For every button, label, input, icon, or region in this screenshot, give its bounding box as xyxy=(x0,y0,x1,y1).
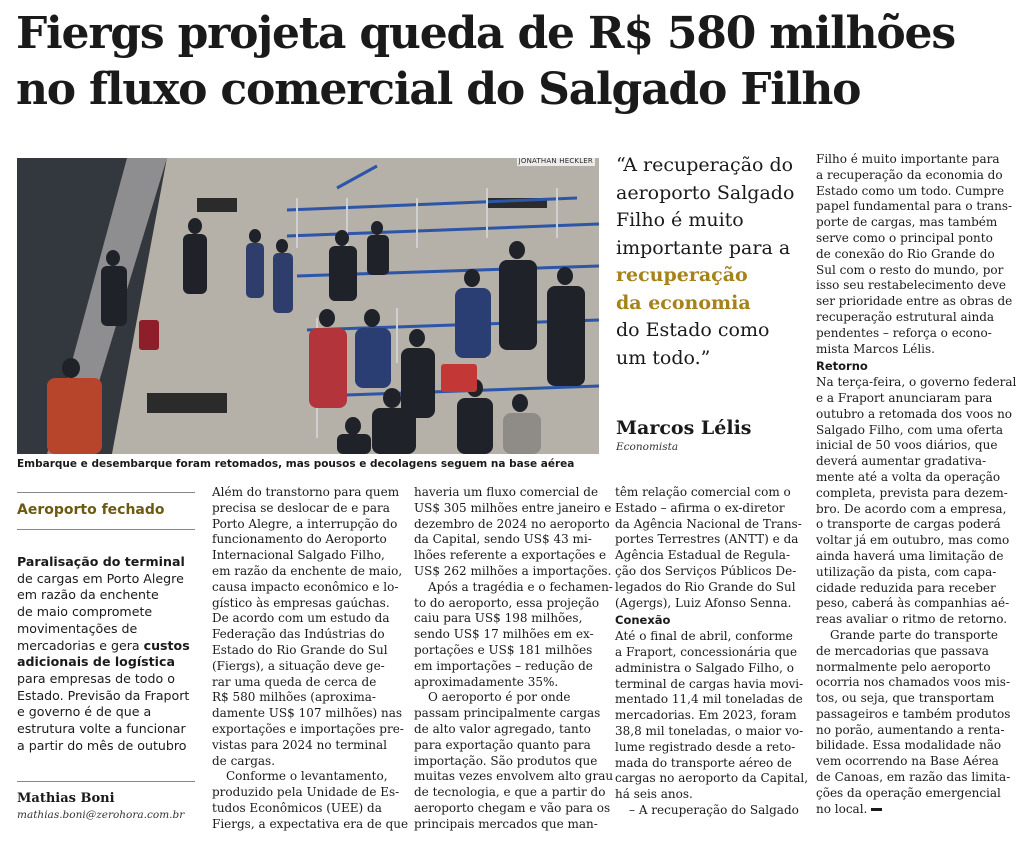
article-line: Na terça-feira, o governo federal xyxy=(816,375,1017,390)
article-line: mista Marcos Lélis. xyxy=(816,341,935,356)
photo-credit: JONATHAN HECKLER xyxy=(518,158,593,165)
article-line: completa, prevista para dezem- xyxy=(816,485,1008,500)
article-line: Além do transtorno para quem xyxy=(212,485,400,499)
quote-line: aeroporto Salgado xyxy=(616,181,795,204)
article-line: outubro a retomada dos voos no xyxy=(816,406,1013,421)
article-line: da Capital, sendo US$ 43 mi- xyxy=(414,532,592,547)
article-line: (Agergs), Luiz Afonso Senna. xyxy=(615,595,792,610)
article-line: – A recuperação do Salgado xyxy=(629,802,799,817)
subheading: Retorno xyxy=(816,359,868,374)
article-line: R$ 580 milhões (aproxima- xyxy=(212,690,376,705)
article-line: utilização da pista, com capa- xyxy=(816,564,997,579)
article-line: recuperação estrutural ainda xyxy=(816,309,995,324)
sidebar-line: e governo é de que a xyxy=(17,704,152,720)
article-line: muitas vezes envolvem alto grau xyxy=(414,769,614,784)
sidebar-divider xyxy=(17,781,195,782)
quote-author-role: Economista xyxy=(616,441,679,453)
article-line: Sul com o resto do mundo, por xyxy=(816,262,1004,277)
article-line: De acordo com um estudo da xyxy=(212,611,390,626)
article-line: normalmente pelo aeroporto xyxy=(816,659,991,674)
article-line: vistas para 2024 no terminal xyxy=(212,737,387,752)
article-line: a recuperação da economia do xyxy=(816,167,1003,182)
sidebar-bold: custos xyxy=(143,637,190,653)
sidebar-line: mercadorias e gera xyxy=(17,637,144,653)
article-line: vem ocorrendo na Base Aérea xyxy=(816,754,999,769)
article-line: ção dos Serviços Públicos De- xyxy=(615,563,797,578)
article-line: dezembro de 2024 no aeroporto xyxy=(414,516,610,531)
article-line: inicial de 50 voos diários, que xyxy=(816,438,998,453)
headline xyxy=(16,6,1006,118)
article-line: cidade reduzida para receber xyxy=(816,580,996,595)
quote-line: do Estado como xyxy=(616,319,770,341)
subheading: Conexão xyxy=(615,613,671,628)
article-line: administra o Salgado Filho, o xyxy=(615,660,794,675)
sidebar-summary xyxy=(17,554,202,754)
sidebar-line: a partir do mês de outubro xyxy=(17,737,187,753)
article-line: principais mercados que man- xyxy=(414,816,598,831)
article-line: lume registrado desde a reto- xyxy=(615,739,796,754)
article-line: de tecnologia, e que a partir do xyxy=(414,785,606,800)
article-line: no porão, aumentando a renta- xyxy=(816,722,1005,737)
article-line: sendo US$ 17 milhões em ex- xyxy=(414,627,594,642)
article-line: caiu para US$ 198 milhões, xyxy=(414,611,583,626)
article-line: Salgado Filho, com uma oferta xyxy=(816,422,1004,437)
quote-line: importante para a xyxy=(616,236,791,259)
article-column-2 xyxy=(414,485,614,833)
article-line: bilidade. Essa modalidade não xyxy=(816,738,1002,753)
article-line: Após a tragédia e o fechamen- xyxy=(428,579,613,594)
author-email: mathias.boni@zerohora.com.br xyxy=(17,809,185,821)
quote-highlight: da economia xyxy=(616,291,751,314)
article-line: Estado como um todo. Cumpre xyxy=(816,183,1005,198)
article-line: ocorria nos chamados voos mis- xyxy=(816,675,1011,690)
article-line: para exportação quanto para xyxy=(414,737,591,752)
sidebar-line: de cargas em Porto Alegre xyxy=(17,570,184,586)
article-line: no local. xyxy=(816,802,1002,818)
article-line: bro. De acordo com a empresa, xyxy=(816,501,1007,516)
article-line: em razão da enchente de maio, xyxy=(212,563,403,578)
article-line: Porto Alegre, a interrupção do xyxy=(212,516,398,531)
article-line: deverá aumentar gradativa- xyxy=(816,454,987,469)
article-column-1 xyxy=(212,485,409,833)
sidebar-bold: Paralisação do terminal xyxy=(17,554,185,569)
article-line: O aeroporto é por onde xyxy=(428,690,571,705)
article-line: papel fundamental para o trans- xyxy=(816,199,1013,214)
sidebar-line: Estado. Previsão da Fraport xyxy=(17,687,190,703)
author-name: Mathias Boni xyxy=(17,791,115,806)
article-line: pendentes – reforça o econo- xyxy=(816,325,992,340)
article-line: ser prioridade entre as obras de xyxy=(816,294,1013,309)
article-line: precisa se deslocar de e para xyxy=(212,500,390,515)
article-line: Filho é muito importante para xyxy=(816,152,1000,166)
headline-line: Fiergs projeta queda de R$ 580 milhões xyxy=(16,8,955,59)
article-line: Até o final de abril, conforme xyxy=(615,629,793,644)
article-line: isso seu restabelecimento deve xyxy=(816,278,1006,293)
article-line: voltar já em outubro, mas como xyxy=(816,533,1010,548)
article-line: mercadorias. Em 2023, foram xyxy=(615,708,797,723)
article-line: exportações e importações pre- xyxy=(212,721,404,736)
headline-line: no fluxo comercial do Salgado Filho xyxy=(16,64,861,115)
article-line: tos, ou seja, que transportam xyxy=(816,691,995,706)
article-line: a Fraport, concessionária que xyxy=(615,644,798,659)
article-line: têm relação comercial com o xyxy=(615,485,791,499)
airport-photo-illustration xyxy=(17,158,599,454)
article-line: de alto valor agregado, tanto xyxy=(414,721,591,736)
floor-tile xyxy=(147,393,227,413)
quote-highlight: recuperação xyxy=(616,264,748,286)
article-line: de cargas. xyxy=(212,753,276,768)
article-column-4 xyxy=(816,152,1017,817)
article-line: passageiros e também produtos xyxy=(816,706,1011,721)
end-of-article-mark xyxy=(871,808,882,811)
article-line: causa impacto econômico e lo- xyxy=(212,579,399,594)
article-line: há seis anos. xyxy=(615,787,693,802)
article-line: aproximadamente 35%. xyxy=(414,674,559,689)
article-line: mente até a volta da operação xyxy=(816,469,1001,484)
article-line: US$ 262 milhões a importações. xyxy=(414,563,612,578)
article-line: reas avaliar o ritmo de retorno. xyxy=(816,612,1008,627)
article-line: passam principalmente cargas xyxy=(414,706,601,721)
article-line: Estado – afirma o ex-diretor xyxy=(615,500,785,515)
article-line: o transporte de cargas poderá xyxy=(816,517,1001,532)
article-line: de Canoas, em razão das limita- xyxy=(816,770,1011,785)
quote-line: um todo.” xyxy=(616,346,711,369)
sidebar-line: estrutura volte a funcionar xyxy=(17,721,186,737)
article-line: Conforme o levantamento, xyxy=(226,769,388,784)
article-line: US$ 305 milhões entre janeiro e xyxy=(414,500,612,515)
article-line: to do aeroporto, essa projeção xyxy=(414,595,600,610)
article-line: Federação das Indústrias do xyxy=(212,627,385,642)
article-line: em importações – redução de xyxy=(414,658,593,673)
floor-tile xyxy=(197,198,237,212)
article-line: mada do transporte aéreo de xyxy=(615,755,792,770)
article-line: funcionamento do Aeroporto xyxy=(212,532,387,547)
sidebar-title: Aeroporto fechado xyxy=(17,502,165,518)
article-line: porte de cargas, mas também xyxy=(816,215,998,230)
article-line: produzido pela Unidade de Es- xyxy=(212,785,400,800)
article-line: e a Fraport anunciaram para xyxy=(816,390,993,405)
sidebar-line: para empresas de todo o xyxy=(17,670,175,686)
article-column-3 xyxy=(615,485,809,819)
article-line: de conexão do Rio Grande do xyxy=(816,246,995,261)
sidebar-line: em razão da enchente xyxy=(17,587,159,603)
quote-line: “A recuperação do xyxy=(616,154,794,176)
article-line: de mercadorias que passava xyxy=(816,643,989,658)
sidebar-line: movimentações de xyxy=(17,620,138,636)
article-line: Grande parte do transporte xyxy=(830,627,998,642)
article-line: cargas no aeroporto da Capital, xyxy=(615,771,809,786)
article-line: terminal de cargas havia movi- xyxy=(615,676,804,691)
article-line: aeroporto chegam e vão para os xyxy=(414,800,611,815)
article-line: tudos Econômicos (UEE) da xyxy=(212,800,382,815)
suitcase xyxy=(139,320,159,350)
sidebar-divider xyxy=(17,492,195,493)
article-line: portações e US$ 181 milhões xyxy=(414,642,593,657)
article-line: (Fiergs), a situação deve ge- xyxy=(212,658,385,673)
pull-quote xyxy=(616,152,816,372)
sidebar-divider xyxy=(17,529,195,530)
article-line: peso, caberá às companhias aé- xyxy=(816,596,1010,611)
article-line: Internacional Salgado Filho, xyxy=(212,548,385,563)
article-line: lhões referente a exportações e xyxy=(414,548,607,563)
article-line: rar uma queda de cerca de xyxy=(212,674,377,689)
photo-caption: Embarque e desembarque foram retomados, mas pousos e decolagens seguem na base aérea xyxy=(17,458,575,470)
article-line: damente US$ 107 milhões) nas xyxy=(212,706,403,721)
quote-author: Marcos Lélis xyxy=(616,417,752,439)
article-line: ainda haverá uma limitação de xyxy=(816,548,1004,563)
sidebar-line: de maio compromete xyxy=(17,604,153,620)
article-line: importação. São produtos que xyxy=(414,753,598,768)
article-line: portes Terrestres (ANTT) e da xyxy=(615,532,799,547)
airport-photo xyxy=(17,158,599,454)
article-line: Agência Estadual de Regula- xyxy=(615,548,791,563)
article-line: Fiergs, a expectativa era de que xyxy=(212,816,409,831)
article-line: gístico às empresas gaúchas. xyxy=(212,595,390,610)
article-line: 38,8 mil toneladas, o maior vo- xyxy=(615,723,804,738)
article-line: mentado 11,4 mil toneladas de xyxy=(615,692,803,707)
article-line: legados do Rio Grande do Sul xyxy=(615,579,796,594)
suitcase xyxy=(441,364,477,392)
quote-line: Filho é muito xyxy=(616,209,744,231)
article-line: Estado do Rio Grande do Sul xyxy=(212,642,388,657)
article-line: serve como o principal ponto xyxy=(816,230,993,245)
article-line: da Agência Nacional de Trans- xyxy=(615,516,802,531)
sidebar-bold: adicionais de logística xyxy=(17,654,175,670)
article-line: ções da operação emergencial xyxy=(816,785,1001,800)
article-line: haveria um fluxo comercial de xyxy=(414,485,599,499)
